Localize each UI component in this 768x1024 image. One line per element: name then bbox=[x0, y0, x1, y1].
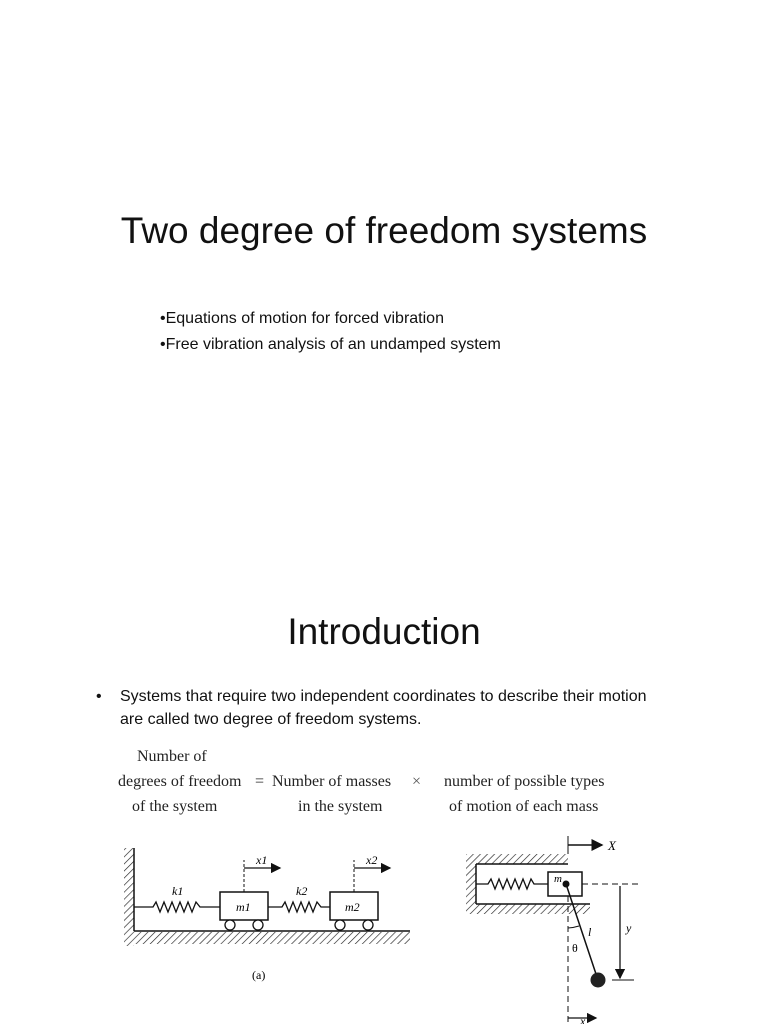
figure-diagrams bbox=[0, 832, 768, 1024]
dof-formula bbox=[0, 745, 768, 825]
pendulum-bob bbox=[591, 973, 606, 988]
label-m: m bbox=[554, 873, 562, 885]
bullet-marker: • bbox=[96, 688, 102, 705]
bullet-text: Systems that require two independent coordinates to describe their motion are called two degree of freedom systems. bbox=[120, 688, 647, 728]
formula-mid-line2: Number of masses bbox=[272, 773, 392, 790]
wall-hatch bbox=[124, 848, 134, 946]
formula-times: × bbox=[412, 773, 422, 790]
top-hatch bbox=[466, 854, 568, 864]
bullet-list bbox=[160, 306, 501, 358]
floor-hatch bbox=[134, 932, 410, 944]
formula-left-line2: degrees of freedom bbox=[118, 773, 242, 790]
slide-2 bbox=[0, 512, 768, 1024]
figure-b bbox=[466, 836, 640, 1024]
spring bbox=[476, 879, 548, 889]
label-y: y bbox=[626, 921, 632, 935]
formula-left-line3: of the system bbox=[132, 798, 218, 815]
side-hatch bbox=[466, 864, 476, 914]
spring-k1 bbox=[134, 902, 220, 912]
label-k1: k1 bbox=[172, 884, 184, 898]
wheel bbox=[225, 920, 235, 930]
pendulum-rod bbox=[566, 884, 598, 980]
label-x1: x1 bbox=[256, 853, 268, 867]
label-x2: x2 bbox=[366, 853, 378, 867]
formula-right-line3: of motion of each mass bbox=[449, 798, 599, 815]
slide-title: Two degree of freedom systems bbox=[120, 210, 648, 251]
formula-equals: = bbox=[255, 773, 265, 790]
figure-caption: (a) bbox=[252, 968, 266, 982]
label-x: x bbox=[580, 1014, 586, 1024]
spring-k2 bbox=[268, 902, 330, 912]
label-theta: θ bbox=[572, 941, 578, 955]
label-k2: k2 bbox=[296, 884, 308, 898]
formula-mid-line3: in the system bbox=[298, 798, 383, 815]
label-m1: m1 bbox=[236, 900, 251, 914]
bullet-item: •Equations of motion for forced vibration bbox=[160, 310, 444, 327]
label-l: l bbox=[588, 925, 592, 939]
formula-left-line1: Number of bbox=[137, 748, 207, 765]
label-X: X bbox=[608, 838, 616, 853]
bullet-item: •Free vibration analysis of an undamped system bbox=[160, 336, 501, 353]
formula-right-line2: number of possible types bbox=[444, 773, 605, 790]
figure-a bbox=[124, 848, 410, 982]
wheel bbox=[363, 920, 373, 930]
wheel bbox=[335, 920, 345, 930]
label-m2: m2 bbox=[345, 900, 360, 914]
theta-arc bbox=[568, 926, 579, 928]
slide-title: Introduction bbox=[287, 611, 481, 652]
wheel bbox=[253, 920, 263, 930]
